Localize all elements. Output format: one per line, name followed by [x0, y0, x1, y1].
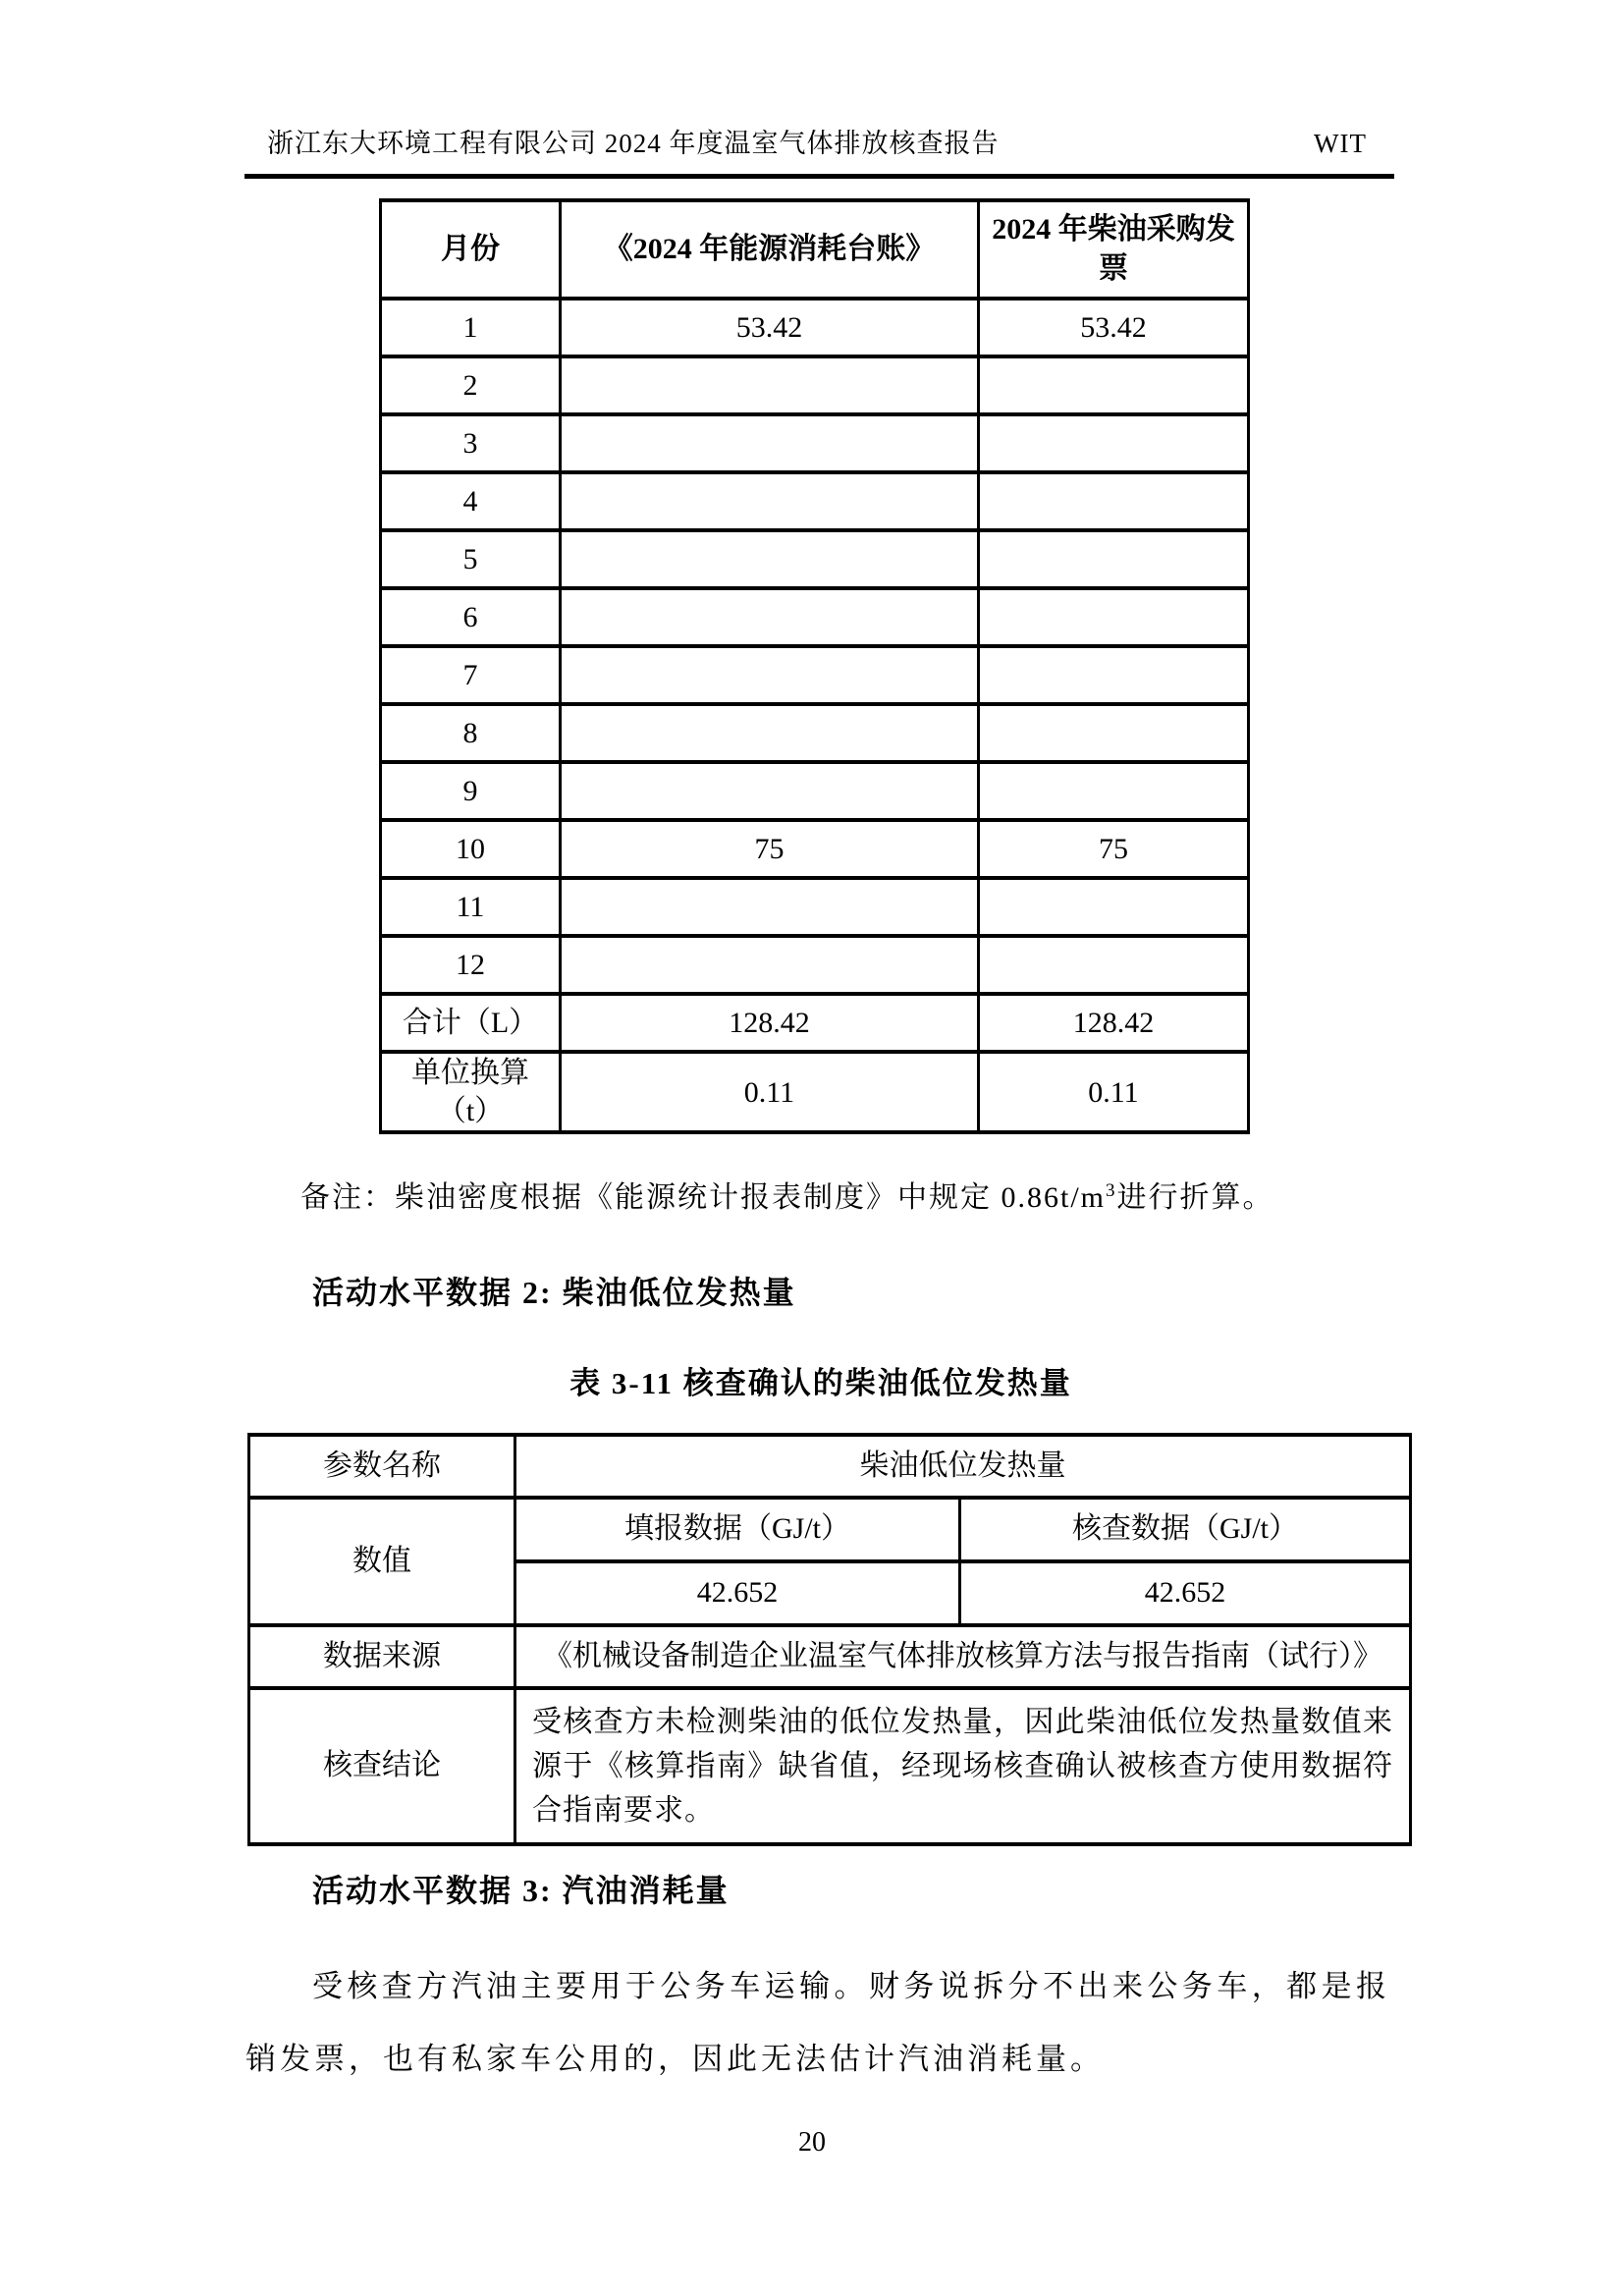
- page-number: 20: [798, 2127, 826, 2158]
- value-cell: [561, 936, 979, 994]
- section-heading-activity-data-2: 活动水平数据 2: 柴油低位发热量: [312, 1275, 796, 1310]
- note-text: 备注：柴油密度根据《能源统计报表制度》中规定 0.86t/m: [300, 1181, 1107, 1214]
- gasoline-paragraph: 受核查方汽油主要用于公务车运输。财务说拆分不出来公务车，都是报销发票，也有私家车公用的，因此无法估计汽油消耗量。: [245, 1969, 1390, 2076]
- value-cell: 53.42: [561, 299, 979, 356]
- value-cell: [979, 414, 1249, 472]
- table-row: [381, 704, 1249, 762]
- header-logo-text: WIT: [1314, 129, 1367, 158]
- value-cell: [561, 588, 979, 646]
- diesel-consumption-table: [379, 198, 1250, 1134]
- row-label-cell: 1: [381, 299, 561, 356]
- value-cell: [979, 530, 1249, 588]
- data-source-value: 《机械设备制造企业温室气体排放核算方法与报告指南（试行）》: [515, 1625, 1411, 1688]
- superscript-3: 3: [1106, 1180, 1117, 1201]
- value-cell: [979, 878, 1249, 936]
- value-cell: 128.42: [979, 994, 1249, 1052]
- verified-data-header: 核查数据（GJ/t）: [960, 1498, 1411, 1561]
- table-row: [381, 820, 1249, 878]
- table-row: [381, 472, 1249, 530]
- page-header: [267, 122, 1367, 160]
- data-source-label: 数据来源: [249, 1625, 515, 1688]
- row-label-cell: 12: [381, 936, 561, 994]
- value-cell: [979, 472, 1249, 530]
- table-row: [381, 299, 1249, 356]
- report-title: 浙江东大环境工程有限公司 2024 年度温室气体排放核查报告: [267, 129, 1000, 158]
- note-text-end: 进行折算。: [1116, 1181, 1274, 1214]
- header-rule: [244, 174, 1394, 179]
- table-row: [381, 588, 1249, 646]
- row-label-cell: 单位换算（t）: [381, 1052, 561, 1132]
- value-cell: [561, 704, 979, 762]
- table-row: [381, 646, 1249, 704]
- value-cell: 75: [979, 820, 1249, 878]
- column-header-invoice: 2024 年柴油采购发票: [979, 200, 1249, 299]
- table-row: [381, 762, 1249, 820]
- table-row: [381, 356, 1249, 414]
- table-row: [249, 1688, 1411, 1844]
- column-header-ledger: 《2024 年能源消耗台账》: [561, 200, 979, 299]
- table-row: [249, 1498, 1411, 1561]
- row-label-cell: 2: [381, 356, 561, 414]
- table-row: [381, 414, 1249, 472]
- diesel-heating-value-table: [247, 1433, 1412, 1846]
- value-cell: [561, 878, 979, 936]
- row-label-cell: 7: [381, 646, 561, 704]
- value-cell: [979, 762, 1249, 820]
- value-cell: [561, 530, 979, 588]
- row-label-cell: 9: [381, 762, 561, 820]
- conclusion-label: 核查结论: [249, 1688, 515, 1844]
- value-cell: 75: [561, 820, 979, 878]
- value-cell: [561, 414, 979, 472]
- param-name-label: 参数名称: [249, 1435, 515, 1498]
- value-label: 数值: [249, 1498, 515, 1625]
- table-row: [381, 878, 1249, 936]
- table-note: [300, 1173, 1274, 1216]
- table-row: [249, 1625, 1411, 1688]
- verified-data-value: 42.652: [960, 1561, 1411, 1625]
- value-cell: [561, 762, 979, 820]
- value-cell: [979, 646, 1249, 704]
- row-label-cell: 3: [381, 414, 561, 472]
- row-label-cell: 8: [381, 704, 561, 762]
- table-row: [249, 1435, 1411, 1498]
- table-3-11-caption: 表 3-11 核查确认的柴油低位发热量: [569, 1366, 1072, 1400]
- row-label-cell: 10: [381, 820, 561, 878]
- diesel-table-body: [381, 299, 1249, 1132]
- param-name-value: 柴油低位发热量: [515, 1435, 1411, 1498]
- value-cell: [561, 472, 979, 530]
- value-cell: [979, 588, 1249, 646]
- table-row: [381, 1052, 1249, 1132]
- row-label-cell: 4: [381, 472, 561, 530]
- table-row: [381, 936, 1249, 994]
- table-row: [381, 530, 1249, 588]
- row-label-cell: 6: [381, 588, 561, 646]
- value-cell: [979, 704, 1249, 762]
- table-header-row: [381, 200, 1249, 299]
- column-header-month: 月份: [381, 200, 561, 299]
- reported-data-value: 42.652: [515, 1561, 960, 1625]
- value-cell: [561, 646, 979, 704]
- value-cell: 0.11: [979, 1052, 1249, 1132]
- value-cell: [979, 936, 1249, 994]
- section-heading-activity-data-3: 活动水平数据 3: 汽油消耗量: [312, 1873, 730, 1908]
- value-cell: [979, 356, 1249, 414]
- value-cell: [561, 356, 979, 414]
- value-cell: 53.42: [979, 299, 1249, 356]
- row-label-cell: 11: [381, 878, 561, 936]
- table-row: [381, 994, 1249, 1052]
- row-label-cell: 合计（L）: [381, 994, 561, 1052]
- value-cell: 0.11: [561, 1052, 979, 1132]
- reported-data-header: 填报数据（GJ/t）: [515, 1498, 960, 1561]
- conclusion-value: 受核查方未检测柴油的低位发热量，因此柴油低位发热量数值来源于《核算指南》缺省值，经现场核查确认被核查方使用数据符合指南要求。: [515, 1688, 1411, 1844]
- value-cell: 128.42: [561, 994, 979, 1052]
- row-label-cell: 5: [381, 530, 561, 588]
